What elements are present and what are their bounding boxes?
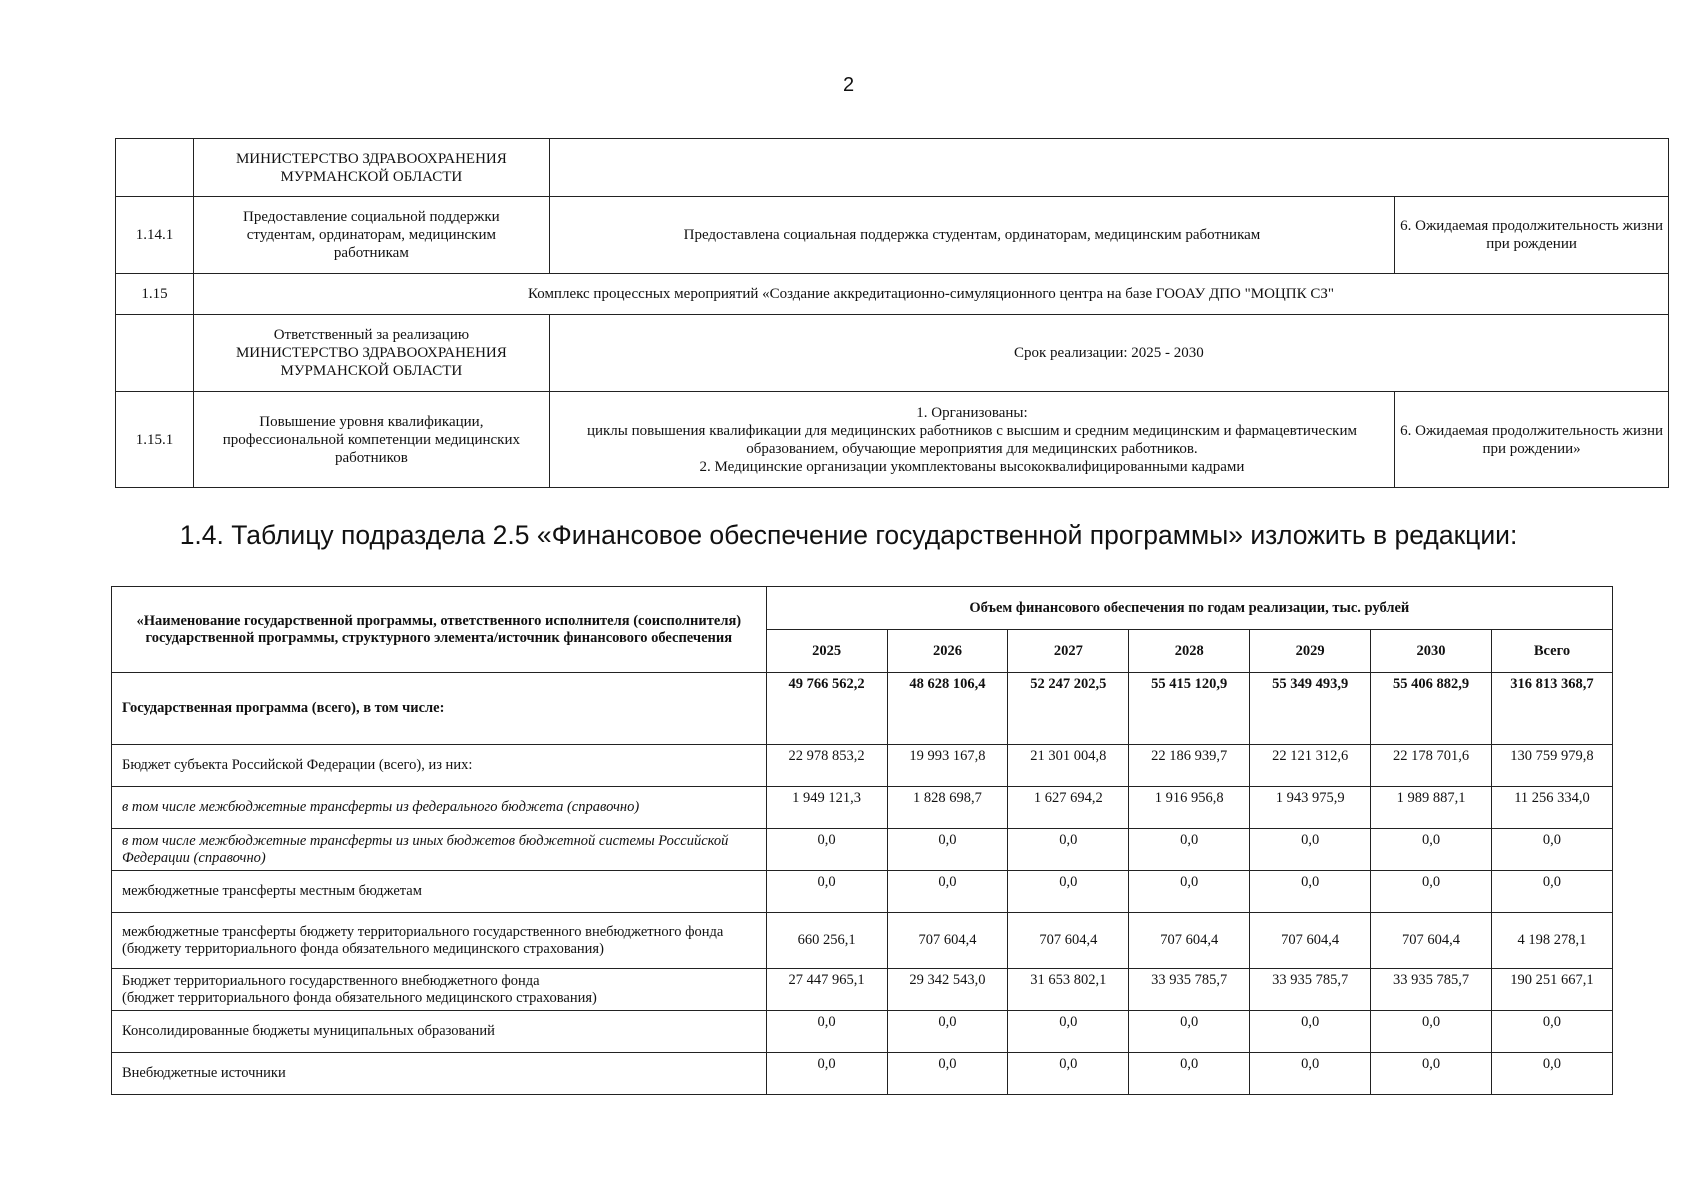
table-row	[116, 274, 1669, 315]
year-value: 0,0	[1371, 1053, 1492, 1095]
year-value: 22 978 853,2	[766, 745, 887, 787]
financial-support-table	[111, 586, 1613, 1095]
year-value: 0,0	[1250, 1053, 1371, 1095]
year-value: 0,0	[887, 1053, 1008, 1095]
result-text: Предоставлена социальная поддержка студентам, ординаторам, медицинским работникам	[549, 197, 1394, 274]
year-value: 33 935 785,7	[1129, 969, 1250, 1011]
total-value: 0,0	[1491, 871, 1612, 913]
year-value: 0,0	[887, 1011, 1008, 1053]
responsible-cell	[193, 315, 549, 392]
year-value: 0,0	[766, 1011, 887, 1053]
year-value: 0,0	[1129, 829, 1250, 871]
implementation-period: Срок реализации: 2025 - 2030	[549, 315, 1668, 392]
year-value: 1 943 975,9	[1250, 787, 1371, 829]
table-header-row	[112, 587, 1613, 630]
year-value: 0,0	[1129, 871, 1250, 913]
total-value: 316 813 368,7	[1491, 673, 1612, 745]
task-text: Предоставление социальной поддержки студентам, ординаторам, медицинским работникам	[243, 209, 500, 261]
year-value: 0,0	[1129, 1011, 1250, 1053]
table-row	[116, 139, 1669, 197]
year-value: 0,0	[1250, 829, 1371, 871]
year-value: 0,0	[1250, 1011, 1371, 1053]
row-number: 1.14.1	[116, 197, 194, 274]
total-value: 0,0	[1491, 1011, 1612, 1053]
year-header: 2028	[1129, 630, 1250, 673]
year-value: 31 653 802,1	[1008, 969, 1129, 1011]
page-number: 2	[842, 74, 855, 96]
table-cell	[116, 139, 194, 197]
year-value: 707 604,4	[1250, 913, 1371, 969]
total-header: Всего	[1491, 630, 1612, 673]
complex-title: Комплекс процессных мероприятий «Создание аккредитационно-симуляционного центра на базе ГООАУ ДПО "МОЦПК СЗ"	[193, 274, 1668, 315]
year-value: 660 256,1	[766, 913, 887, 969]
year-value: 0,0	[1371, 871, 1492, 913]
year-value: 0,0	[766, 1053, 887, 1095]
year-header: 2027	[1008, 630, 1129, 673]
source-name: межбюджетные трансферты местным бюджетам	[112, 871, 767, 913]
source-name: Государственная программа (всего), в том числе:	[112, 673, 767, 745]
table-row	[112, 969, 1613, 1011]
table-row	[112, 745, 1613, 787]
year-value: 21 301 004,8	[1008, 745, 1129, 787]
table-row	[112, 1053, 1613, 1095]
year-value: 0,0	[766, 871, 887, 913]
year-value: 707 604,4	[887, 913, 1008, 969]
responsible-org-cell	[193, 139, 549, 197]
source-name: межбюджетные трансферты бюджету территориального государственного внебюджетного фонда (бюджету территориального фонда обязательного медицинского страхования)	[112, 913, 767, 969]
year-value: 27 447 965,1	[766, 969, 887, 1011]
table-row	[116, 315, 1669, 392]
year-value: 0,0	[1129, 1053, 1250, 1095]
year-value: 22 178 701,6	[1371, 745, 1492, 787]
program-structure-table	[115, 138, 1669, 488]
source-name: Бюджет территориального государственного внебюджетного фонда (бюджет территориального фонда обязательного медицинского страхования)	[112, 969, 767, 1011]
year-value: 49 766 562,2	[766, 673, 887, 745]
table-row	[112, 673, 1613, 745]
year-value: 55 349 493,9	[1250, 673, 1371, 745]
source-name: в том числе межбюджетные трансферты из федерального бюджета (справочно)	[112, 787, 767, 829]
year-header: 2025	[766, 630, 887, 673]
row-number: 1.15	[116, 274, 194, 315]
year-value: 0,0	[1250, 871, 1371, 913]
table-row	[112, 1011, 1613, 1053]
responsible-label: Ответственный за реализацию	[273, 327, 470, 343]
task-text: Повышение уровня квалификации, профессиональной компетенции медицинских работников	[222, 413, 520, 466]
source-name: Бюджет субъекта Российской Федерации (всего), из них:	[112, 745, 767, 787]
responsible-org: МИНИСТЕРСТВО ЗДРАВООХРАНЕНИЯ МУРМАНСКОЙ ОБЛАСТИ	[235, 345, 507, 379]
year-value: 0,0	[1008, 829, 1129, 871]
year-value: 33 935 785,7	[1250, 969, 1371, 1011]
total-value: 190 251 667,1	[1491, 969, 1612, 1011]
source-name: Консолидированные бюджеты муниципальных образований	[112, 1011, 767, 1053]
table-row	[116, 392, 1669, 488]
year-value: 19 993 167,8	[887, 745, 1008, 787]
year-value: 0,0	[887, 829, 1008, 871]
result-text: 1. Организованы: циклы повышения квалификации для медицинских работников с высшим и средним медицинским и фармацевтическим образованием, обучающие мероприятия для медицинских работников. 2. Медицинские организации укомплектованы высококвалифицированными кадрами	[549, 392, 1394, 488]
year-value: 0,0	[766, 829, 887, 871]
header-volume: Объем финансового обеспечения по годам реализации, тыс. рублей	[766, 587, 1612, 630]
header-name: «Наименование государственной программы, ответственного исполнителя (соисполнителя) государственной программы, структурного элемента/источник финансового обеспечения	[112, 587, 767, 673]
table-row	[112, 829, 1613, 871]
year-value: 33 935 785,7	[1371, 969, 1492, 1011]
year-value: 1 949 121,3	[766, 787, 887, 829]
year-value: 22 121 312,6	[1250, 745, 1371, 787]
table-row	[112, 871, 1613, 913]
total-value: 4 198 278,1	[1491, 913, 1612, 969]
year-value: 48 628 106,4	[887, 673, 1008, 745]
year-value: 0,0	[887, 871, 1008, 913]
year-value: 55 406 882,9	[1371, 673, 1492, 745]
year-header: 2029	[1250, 630, 1371, 673]
year-value: 0,0	[1008, 871, 1129, 913]
total-value: 0,0	[1491, 829, 1612, 871]
year-value: 0,0	[1008, 1011, 1129, 1053]
year-value: 1 916 956,8	[1129, 787, 1250, 829]
table-row	[112, 787, 1613, 829]
table-row	[116, 197, 1669, 274]
responsible-org: МИНИСТЕРСТВО ЗДРАВООХРАНЕНИЯ МУРМАНСКОЙ ОБЛАСТИ	[235, 150, 507, 185]
year-value: 22 186 939,7	[1129, 745, 1250, 787]
year-value: 0,0	[1371, 829, 1492, 871]
section-heading: 1.4. Таблицу подраздела 2.5 «Финансовое обеспечение государственной программы» изложить в редакции:	[179, 520, 1518, 550]
year-value: 707 604,4	[1008, 913, 1129, 969]
total-value: 0,0	[1491, 1053, 1612, 1095]
source-name: в том числе межбюджетные трансферты из иных бюджетов бюджетной системы Российской Федерации (справочно)	[112, 829, 767, 871]
finance-rows	[112, 673, 1613, 1095]
task-cell	[193, 197, 549, 274]
year-value: 29 342 543,0	[887, 969, 1008, 1011]
year-value: 1 627 694,2	[1008, 787, 1129, 829]
table-cell	[549, 139, 1668, 197]
table-cell	[116, 315, 194, 392]
year-value: 707 604,4	[1371, 913, 1492, 969]
table-row	[112, 913, 1613, 969]
year-header: 2026	[887, 630, 1008, 673]
source-name: Внебюджетные источники	[112, 1053, 767, 1095]
year-header: 2030	[1371, 630, 1492, 673]
task-cell	[193, 392, 549, 488]
total-value: 11 256 334,0	[1491, 787, 1612, 829]
year-value: 1 989 887,1	[1371, 787, 1492, 829]
row-number: 1.15.1	[116, 392, 194, 488]
year-value: 707 604,4	[1129, 913, 1250, 969]
year-value: 0,0	[1371, 1011, 1492, 1053]
year-value: 55 415 120,9	[1129, 673, 1250, 745]
year-value: 0,0	[1008, 1053, 1129, 1095]
total-value: 130 759 979,8	[1491, 745, 1612, 787]
indicator-text: 6. Ожидаемая продолжительность жизни при рождении	[1395, 197, 1669, 274]
year-value: 1 828 698,7	[887, 787, 1008, 829]
year-value: 52 247 202,5	[1008, 673, 1129, 745]
indicator-text: 6. Ожидаемая продолжительность жизни при рождении»	[1395, 392, 1669, 488]
